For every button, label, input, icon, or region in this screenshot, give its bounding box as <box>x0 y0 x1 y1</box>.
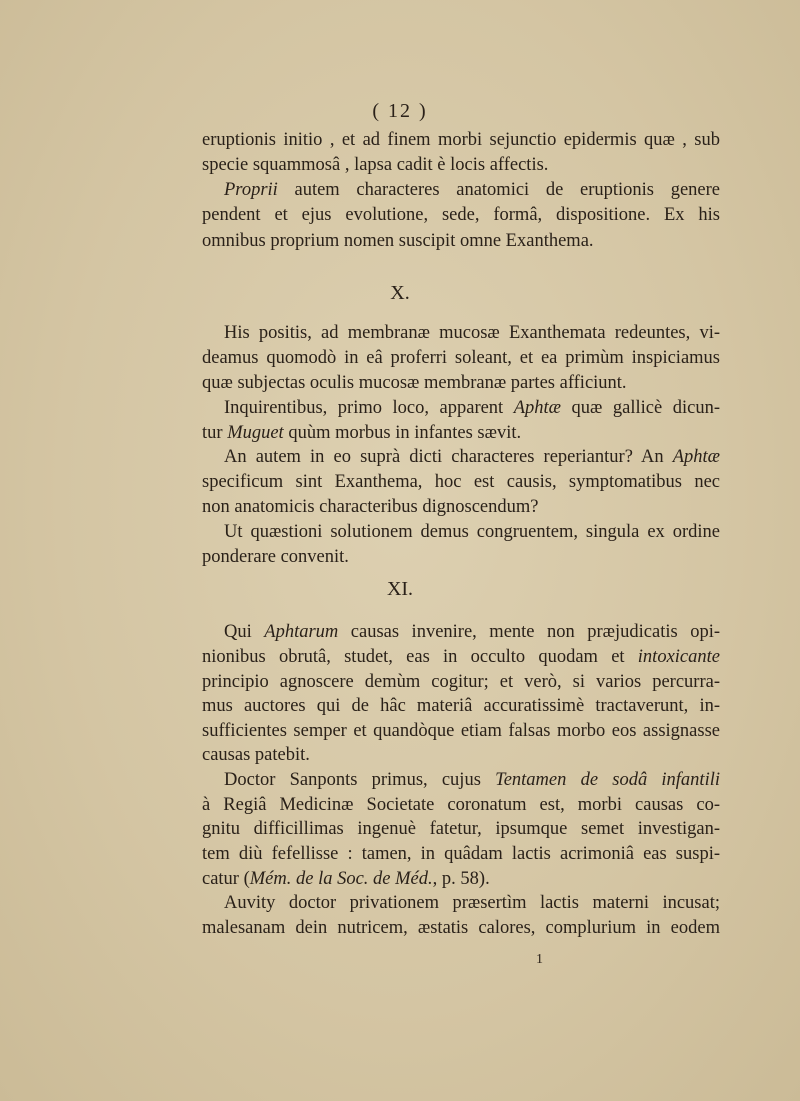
text-line: pendent et ejus evolutione, sede, formâ, dispositione. Ex his <box>202 205 720 225</box>
text-line <box>224 178 720 202</box>
text-segment: Doctor Sanponts primus, cujus <box>224 770 496 790</box>
italic-text: Muguet <box>227 423 284 443</box>
text-line: malesanam dein nutricem, æstatis calores, complurium in eodem <box>202 918 720 938</box>
text-line <box>224 768 720 792</box>
italic-text: Aphtarum <box>264 622 339 642</box>
text-line <box>224 396 720 420</box>
text-line: sufficientes semper et quandòque etiam falsas morbo eos assignasse <box>202 721 720 741</box>
text-segment: , p. 58). <box>432 869 490 889</box>
text-line: deamus quomodò in eâ proferri soleant, et ea primùm inspiciamus <box>202 348 720 368</box>
section-heading-xi: XI. <box>386 578 414 600</box>
text-line: eruptionis initio , et ad finem morbi sejunctio epidermis quæ , sub <box>202 130 720 150</box>
text-segment: quùm morbus in infantes sævit. <box>283 423 522 443</box>
text-line: Ut quæstioni solutionem demus congruentem, singula ex ordine <box>224 522 720 542</box>
text-segment: catur ( <box>202 869 250 889</box>
text-segment: quæ gallicè dicun- <box>561 398 720 418</box>
italic-text: Tentamen de sodâ infantili <box>495 770 720 790</box>
text-line: specificum sint Exanthema, hoc est causis, symptomatibus nec <box>202 472 720 492</box>
catchword: 1 <box>536 952 543 967</box>
text-line: quæ subjectas oculis mucosæ membranæ partes afficiunt. <box>202 373 627 393</box>
text-segment: Inquirentibus, primo loco, apparent <box>224 398 514 418</box>
text-line: specie squammosâ , lapsa cadit è locis affectis. <box>202 155 549 175</box>
text-segment: tur <box>202 423 228 443</box>
text-segment: autem characteres anatomici de eruptionis genere <box>277 180 720 200</box>
italic-text: Aphtæ <box>513 398 562 418</box>
text-line <box>224 620 720 644</box>
text-line <box>202 421 720 445</box>
text-line: à Regiâ Medicinæ Societate coronatum est, morbi causas co- <box>202 795 720 815</box>
page-number: ( 12 ) <box>372 100 428 122</box>
italic-text: Mém. de la Soc. de Méd. <box>249 869 433 889</box>
text-line: ponderare convenit. <box>202 547 349 567</box>
italic-text: Proprii <box>224 180 278 200</box>
text-line: gnitu difficillimas ingenuè fatetur, ipsumque semet investigan- <box>202 819 720 839</box>
text-segment: An autem in eo suprà dicti characteres reperiantur? An <box>224 447 673 467</box>
italic-text: intoxicante <box>637 647 720 667</box>
text-line: principio agnoscere demùm cogitur; et verò, si varios percurra- <box>202 672 720 692</box>
text-line <box>202 867 720 891</box>
text-segment: Qui <box>224 622 265 642</box>
italic-text: Aphtæ <box>672 447 720 467</box>
section-heading-x: X. <box>390 282 410 304</box>
text-line: omnibus proprium nomen suscipit omne Exanthema. <box>202 231 594 251</box>
text-line: causas patebit. <box>202 745 310 765</box>
text-line: mus auctores qui de hâc materiâ accuratissimè tractaverunt, in- <box>202 696 720 716</box>
text-segment: nionibus obrutâ, studet, eas in occulto quodam et <box>202 647 638 667</box>
text-segment: causas invenire, mente non præjudicatis opi- <box>338 622 720 642</box>
text-line <box>202 645 720 669</box>
text-line: tem diù fefellisse : tamen, in quâdam lactis acrimoniâ eas suspi- <box>202 844 720 864</box>
text-line: His positis, ad membranæ mucosæ Exanthemata redeuntes, vi- <box>224 323 720 343</box>
text-line: Auvity doctor privationem præsertìm lactis materni incusat; <box>224 893 720 913</box>
text-line: non anatomicis characteribus dignoscendum? <box>202 497 539 517</box>
text-line <box>224 445 720 469</box>
